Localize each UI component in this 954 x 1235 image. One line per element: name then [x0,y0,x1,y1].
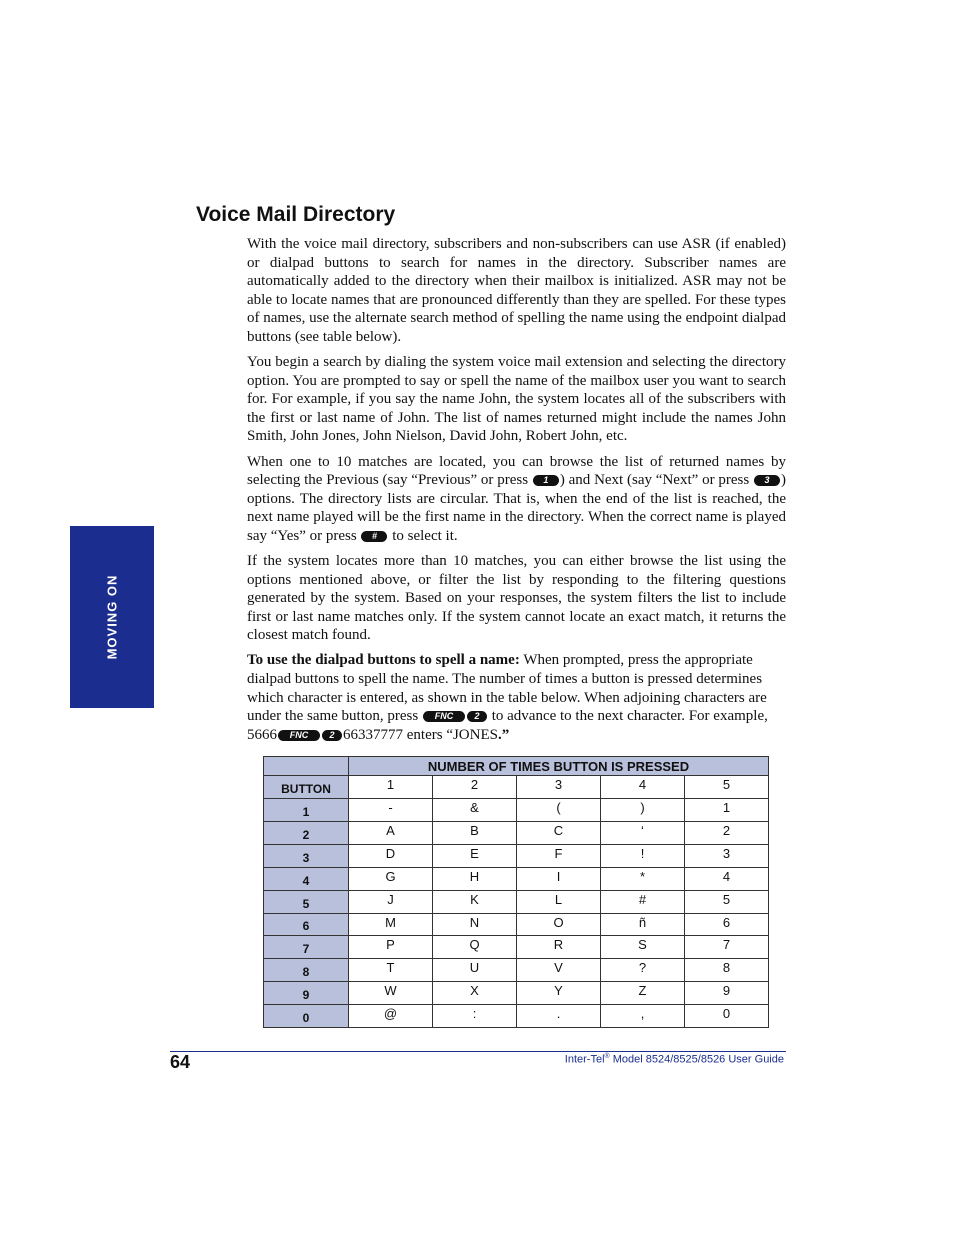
character-cell: ‘ [601,822,685,845]
character-cell: ( [517,799,601,822]
key-3-icon: 3 [754,475,780,486]
paragraph-filter: If the system locates more than 10 matches, you can either browse the list using the options mentioned above, or filter the list by responding to the filtering questions generated by the system. Based on your responses, the system filters the list to include first or last name matches only. If the system cannot locate an exact match, it returns the closest match found. [247,553,786,644]
button-cell: 8 [264,959,349,982]
character-cell: * [601,867,685,890]
text-segment: ) and Next (say “Next” or press [559,472,753,489]
button-cell: 9 [264,982,349,1005]
table-row [264,844,769,867]
character-cell: Q [433,936,517,959]
button-column-label: BUTTON [264,776,349,799]
table-row [264,936,769,959]
text-segment: .” [497,726,510,743]
character-cell: 4 [685,867,769,890]
key-fnc-icon: FNC [278,730,320,741]
press-count: 2 [433,776,517,799]
paragraph-search: You begin a search by dialing the system voice mail extension and selecting the directory option. You are prompted to say or spell the name of the mailbox user you want to search for. For example, if you say the name John, the system locates all of the subscribers with the first or last name of John. The list of names returned might include the names John Smith, John Jones, John Nielson, David John, Robert John, etc. [247,354,786,445]
character-cell: : [433,1005,517,1028]
button-cell: 2 [264,822,349,845]
press-count: 4 [601,776,685,799]
character-cell: 6 [685,913,769,936]
table-row [264,890,769,913]
character-cell: 2 [685,822,769,845]
character-cell: X [433,982,517,1005]
text-segment: 66337777 enters “JONES [343,726,498,743]
table-row [264,959,769,982]
table-row [264,867,769,890]
character-cell: D [349,844,433,867]
key-2-icon: 2 [467,711,487,722]
button-cell: 3 [264,844,349,867]
table-header: NUMBER OF TIMES BUTTON IS PRESSED [349,757,769,776]
character-cell: . [517,1005,601,1028]
character-cell: - [349,799,433,822]
character-cell: L [517,890,601,913]
character-cell: W [349,982,433,1005]
table-row [264,982,769,1005]
body-text [247,235,786,751]
character-cell: @ [349,1005,433,1028]
footer-rule [170,1051,786,1052]
character-cell: P [349,936,433,959]
press-count: 5 [685,776,769,799]
character-cell: , [601,1005,685,1028]
character-cell: U [433,959,517,982]
character-cell: R [517,936,601,959]
button-cell: 5 [264,890,349,913]
character-cell: K [433,890,517,913]
character-table [263,756,769,1028]
character-cell: G [349,867,433,890]
text-segment: ) options. The directory lists are circular. That is, when the end of the list is reached, the next name played will be the first name in the directory. When the correct name is played say “Yes” or press [247,472,786,544]
character-cell: E [433,844,517,867]
section-heading: Voice Mail Directory [196,203,396,226]
character-cell: J [349,890,433,913]
character-cell: Z [601,982,685,1005]
character-cell: 3 [685,844,769,867]
character-cell: 7 [685,936,769,959]
character-cell: I [517,867,601,890]
registered-mark: ® [604,1053,610,1060]
character-cell: ? [601,959,685,982]
key-pound-icon: # [361,531,387,542]
character-cell: 5 [685,890,769,913]
table-row [264,1005,769,1028]
footer-title [565,1053,784,1066]
button-cell: 4 [264,867,349,890]
character-cell: 1 [685,799,769,822]
instruction-heading: To use the dialpad buttons to spell a name: [247,652,520,669]
text-segment: to select it. [388,527,458,544]
key-fnc-icon: FNC [423,711,465,722]
character-cell: N [433,913,517,936]
button-cell: 7 [264,936,349,959]
key-2-icon: 2 [322,730,342,741]
character-cell: Y [517,982,601,1005]
character-cell: V [517,959,601,982]
page-number: 64 [170,1052,191,1072]
text-segment: to advance to the next character. For example, 5666 [247,708,768,743]
button-cell: 1 [264,799,349,822]
button-cell: 6 [264,913,349,936]
character-cell: # [601,890,685,913]
button-cell: 0 [264,1005,349,1028]
character-cell: T [349,959,433,982]
paragraph-intro: With the voice mail directory, subscribers and non-subscribers can use ASR (if enabled) or dialpad buttons to search for names in the directory. Subscriber names are automatically added to the directory when their mailbox is initialized. ASR may not be able to locate names that are pronounced differently than they are spelled. For these types of names, use the alternate search method of spelling the name using the endpoint dialpad buttons (see table below). [247,236,786,345]
table-corner [264,757,349,776]
section-tab [70,526,154,708]
character-cell: ñ [601,913,685,936]
text-segment: When one to 10 matches are located, you can browse the list of returned names by selecting the Previous (say “Previous” or press [247,453,786,489]
character-cell: 8 [685,959,769,982]
paragraph-spell [247,651,786,744]
character-cell: ! [601,844,685,867]
character-cell: A [349,822,433,845]
key-1-icon: 1 [533,475,559,486]
character-cell: H [433,867,517,890]
character-cell: 9 [685,982,769,1005]
table-row [264,822,769,845]
table-row [264,799,769,822]
character-cell: C [517,822,601,845]
character-cell: 0 [685,1005,769,1028]
character-cell: & [433,799,517,822]
paragraph-browse [247,453,786,546]
table-row [264,913,769,936]
press-count: 3 [517,776,601,799]
footer-brand: Inter-Tel [564,1053,605,1066]
character-cell: ) [601,799,685,822]
character-cell: B [433,822,517,845]
character-cell: M [349,913,433,936]
character-cell: S [601,936,685,959]
character-cell: F [517,844,601,867]
press-count: 1 [349,776,433,799]
footer-model: Model 8524/8525/8526 User Guide [609,1053,784,1066]
section-tab-label: MOVING ON [104,574,120,660]
character-cell: O [517,913,601,936]
text-segment: When prompted, press the appropriate dialpad buttons to spell the name. The number of times a button is pressed determines which character is entered, as shown in the table below. When adjoining characters are under the same button, press [247,652,767,725]
